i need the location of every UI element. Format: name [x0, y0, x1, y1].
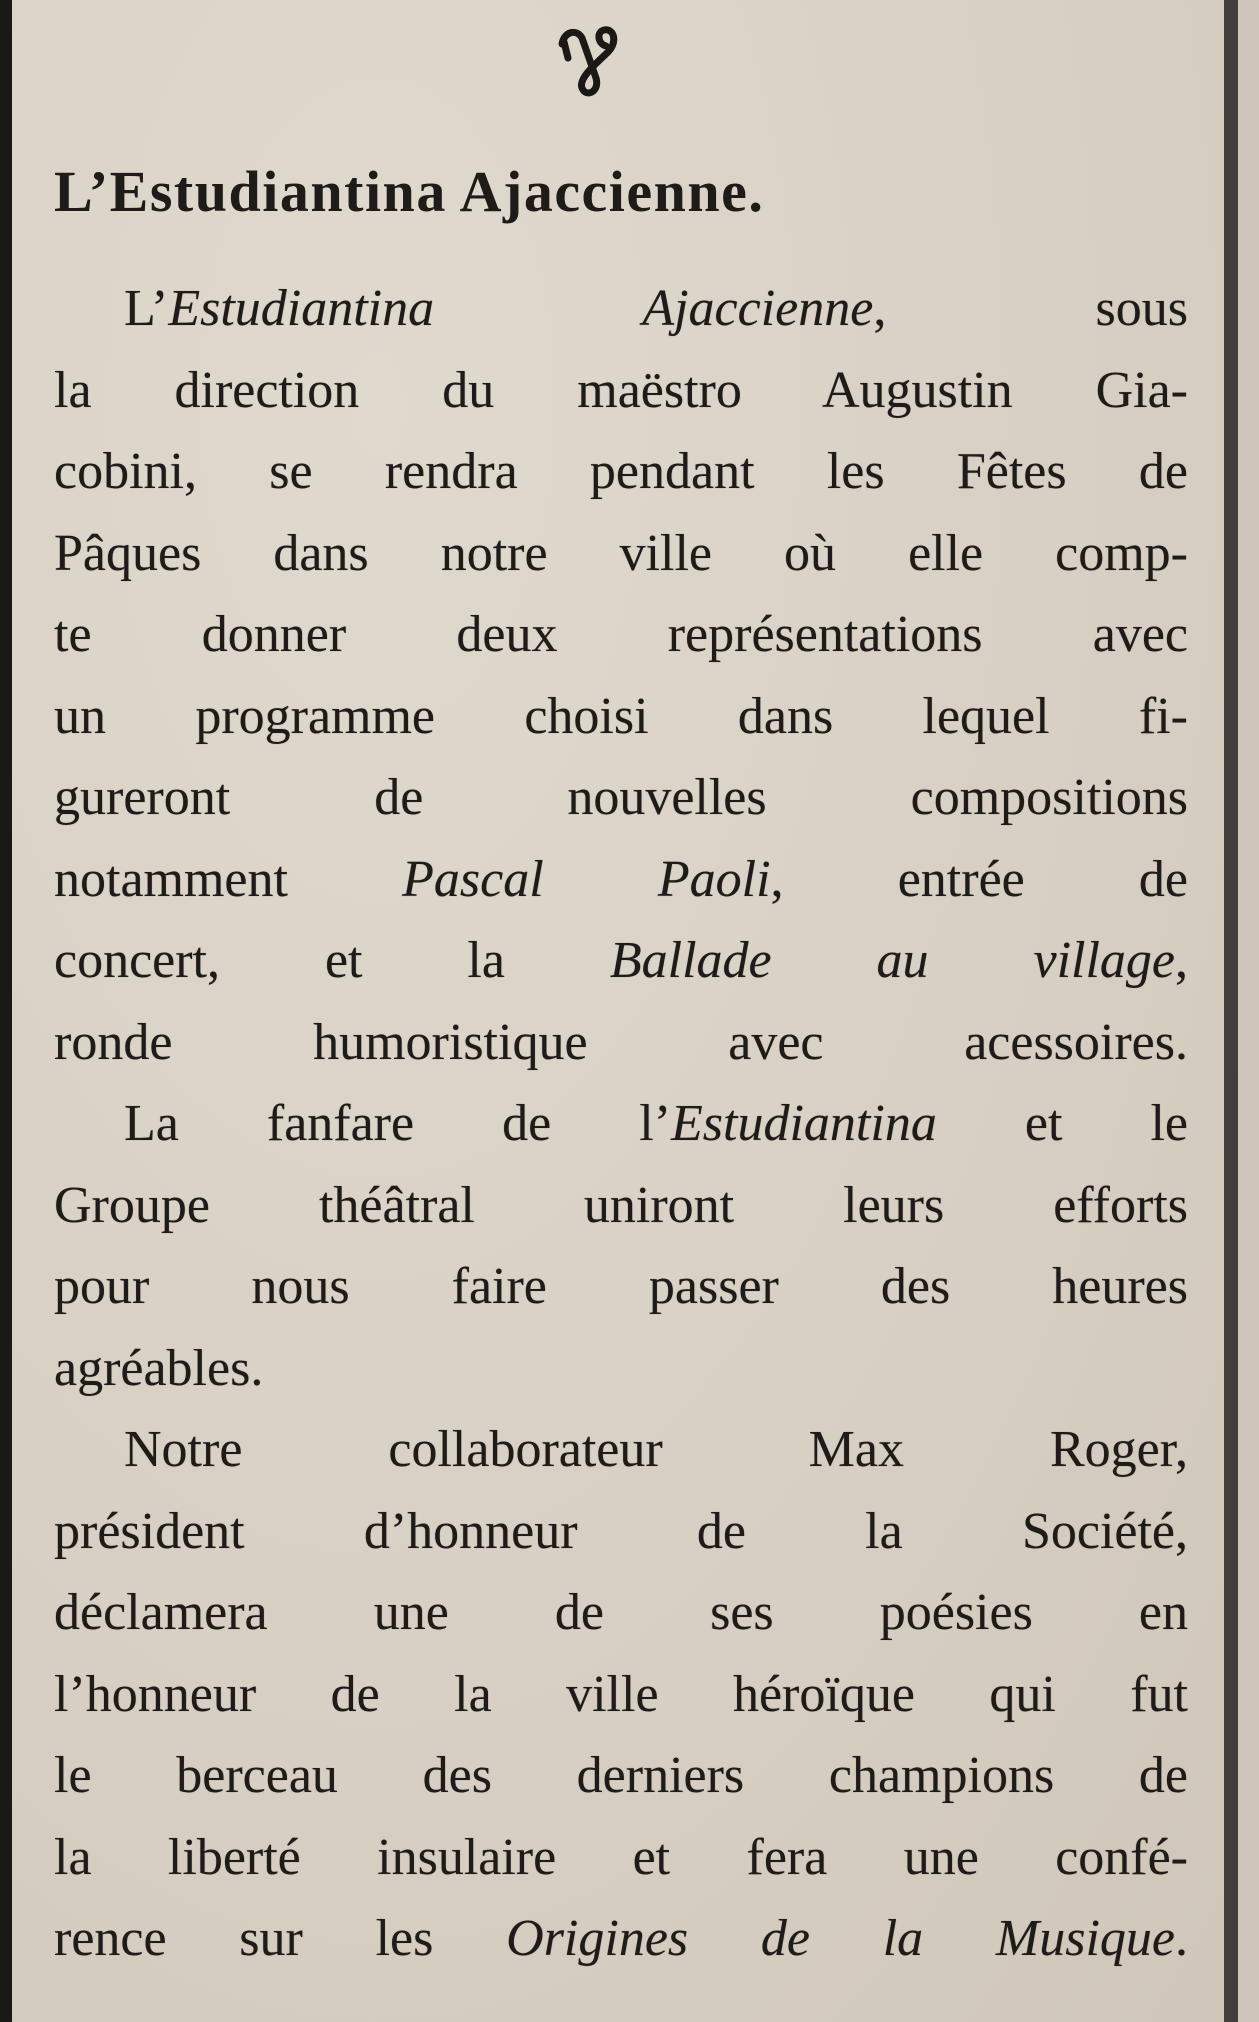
article-title: L’Estudiantina Ajaccienne. [54, 159, 765, 224]
text-line [54, 1083, 1188, 1165]
text-line [54, 1328, 1188, 1410]
italic-title-text: Pascal Paoli [402, 850, 771, 908]
text-line [54, 676, 1188, 758]
text-segment: ronde humoristique avec acessoires. [54, 1013, 1188, 1071]
italic-title-text: Estudiantina Ajaccienne [168, 280, 874, 337]
text-segment: La fanfare de l’ [124, 1095, 672, 1152]
text-segment: agréables. [54, 1339, 264, 1397]
text-line [54, 1491, 1188, 1573]
column-rule-left [0, 0, 12, 2022]
text-segment: Pâques dans notre ville où elle comp- [54, 524, 1188, 582]
ornament-icon [556, 22, 626, 102]
text-segment: un programme choisi dans lequel fi- [54, 687, 1188, 745]
adjacent-column-edge [1238, 0, 1259, 2022]
italic-title-text: Estudiantina [671, 1095, 937, 1152]
text-segment: , sous [873, 280, 1188, 337]
text-line [54, 1572, 1188, 1654]
italic-title-text: Origines de la Musique [506, 1910, 1176, 1967]
text-segment: Notre collaborateur Max Roger, [124, 1421, 1188, 1478]
text-segment: déclamera une de ses poésies en [54, 1584, 1188, 1641]
text-line [54, 1246, 1188, 1328]
text-line [54, 431, 1188, 513]
text-segment: gureront de nouvelles compositions [54, 769, 1188, 826]
text-segment: concert, et la [54, 932, 610, 989]
text-segment: , [1175, 932, 1188, 989]
text-line [54, 920, 1188, 1002]
text-line [54, 1409, 1188, 1491]
text-segment: et le [936, 1095, 1188, 1152]
text-line [54, 1165, 1188, 1247]
text-segment: l’honneur de la ville héroïque qui fut [54, 1665, 1188, 1723]
text-line [54, 757, 1188, 839]
text-segment: . [1175, 1910, 1189, 1967]
text-segment: le berceau des derniers champions de [54, 1747, 1188, 1804]
text-line [54, 1898, 1188, 1980]
text-segment: te donner deux représentations avec [54, 606, 1188, 663]
text-line [54, 513, 1188, 595]
text-segment: la direction du maëstro Augustin Gia- [54, 361, 1188, 419]
text-segment: Groupe théâtral uniront leurs efforts [54, 1176, 1188, 1234]
text-line [54, 1735, 1188, 1817]
text-segment: la liberté insulaire et fera une confé- [54, 1828, 1188, 1886]
text-segment: , entrée de [770, 850, 1188, 908]
text-segment: notamment [54, 850, 403, 908]
text-line [54, 350, 1188, 432]
text-line [54, 1002, 1188, 1084]
column-rule-right [1224, 0, 1238, 2022]
text-segment: cobini, se rendra pendant les Fêtes de [54, 443, 1188, 500]
italic-title-text: Ballade au village [609, 932, 1175, 989]
text-segment: rence sur les [54, 1910, 507, 1967]
text-line [54, 268, 1188, 350]
text-line [54, 1817, 1188, 1899]
text-line [54, 1654, 1188, 1736]
text-line [54, 839, 1188, 921]
text-segment: pour nous faire passer des heures [54, 1258, 1188, 1315]
text-line [54, 594, 1188, 676]
article-body [54, 268, 1188, 1980]
text-segment: L’ [124, 280, 169, 337]
text-segment: président d’honneur de la Société, [54, 1502, 1188, 1560]
